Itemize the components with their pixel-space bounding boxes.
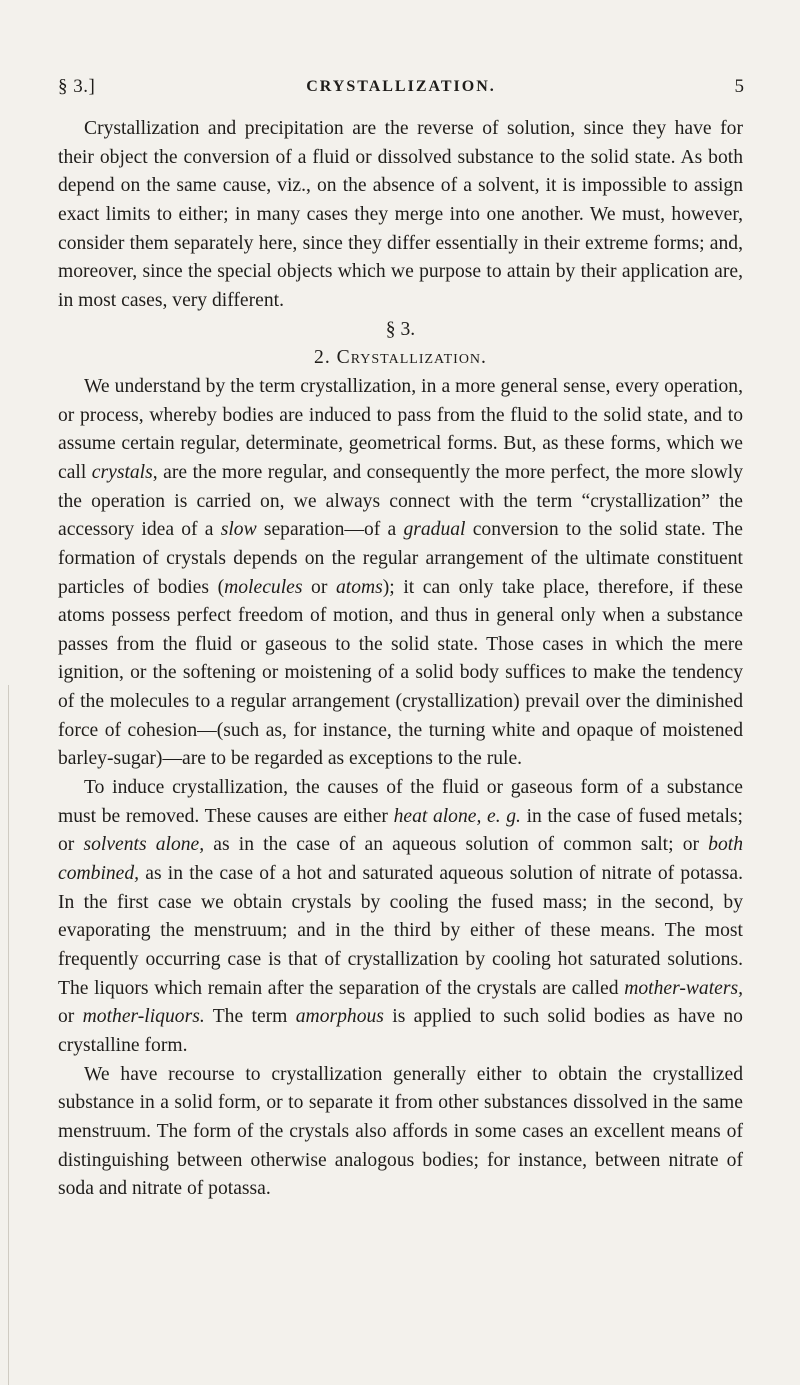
text-run: as in the case of an aqueous solution of common salt; or (204, 834, 709, 856)
italic-run: gradual (403, 519, 466, 541)
section-mark: § 3. (385, 318, 416, 340)
text-run: , are the more regular, and consequently the more perfect, the more slowly the operation is carried on, we always connect with the term “crystallization” the accessory idea of a (58, 461, 743, 541)
italic-run: heat alone, e. g. (393, 805, 521, 827)
section-heading (58, 344, 743, 373)
text-run: or (58, 1006, 83, 1028)
text-run: conversion to the solid state. The formation of crystals depends on the regular arrangement of the ultimate constituent particles of bodies ( (58, 519, 743, 598)
paragraph-intro: Crystallization and precipitation are the reverse of solution, since they have for their object the conversion of a fluid or dissolved substance to the solid state. As both depend on the same cause, viz., on the absence of a solvent, it is impossible to assign exact limits to either; in many cases they merge into one another. We must, however, consider them separately here, since they differ essentially in their extreme forms; and, moreover, since the special objects which we purpose to attain by their application are, in most cases, very different. (58, 118, 743, 311)
text-run: separation—of a (256, 519, 404, 541)
heading-title: Crystallization. (336, 347, 487, 369)
text-run: as in the case of a hot and saturated aqueous solution of nitrate of potassa. In the first case we obtain crystals by cooling the fused mass; in the second, by evaporating the menstruum; and in the third by either of these means. The most frequently occurring case is that of crystallization by cooling hot saturated solutions. The liquors which remain after the separation of the crystals are called (58, 863, 743, 999)
page-edge (0, 685, 9, 1385)
text-run: We understand by the term crystallization, in a more general sense, every operation, or process, whereby bodies are induced to pass from the fluid to the solid state, and to assume certain regular, determinate, geometrical forms. But, as these forms, which we call (58, 375, 743, 483)
running-header (58, 76, 744, 104)
italic-run: crystals (91, 461, 153, 483)
text-run: The term (204, 1006, 296, 1028)
italic-run: mother-liquors. (82, 1006, 205, 1028)
paragraph-inducing (58, 774, 743, 1061)
italic-run: molecules (224, 576, 303, 598)
italic-run: solvents alone, (83, 834, 205, 856)
italic-run: amorphous (295, 1006, 384, 1028)
page-number: 5 (734, 76, 744, 97)
text-run: To induce crystallization, the causes of the fluid or gaseous form of a substance must be removed. These causes are either (58, 777, 743, 827)
italic-run: slow (220, 519, 257, 541)
paragraph-definition (58, 373, 743, 774)
paragraph-recourse: We have recourse to crystallization generally either to obtain the crystallized substance in a solid form, or to separate it from other substances dissolved in the same menstruum. The form of the crystals also affords in some cases an excellent means of distinguishing between otherwise analogous bodies; for instance, between nitrate of soda and nitrate of potassa. (58, 1063, 743, 1200)
header-section-ref: § 3.] (58, 76, 96, 97)
page-body (58, 115, 743, 1204)
text-run: in the case of fused metals; or (58, 805, 743, 856)
italic-run: atoms (335, 576, 383, 598)
text-run: is applied to such solid bodies as have no crystalline form. (58, 1006, 743, 1056)
text-run: or (302, 576, 336, 598)
italic-run: both combined, (58, 834, 744, 885)
italic-run: mother-waters, (624, 977, 743, 999)
text-run: ); it can only take place, therefore, if these atoms possess perfect freedom of motion, and thus in general only when a substance passes from the fluid or gaseous to the solid state. Those cases in which the mere ignition, or the softening or moistening of a solid body suffices to make the tendency of the molecules to a regular arrangement (crystallization) prevail over the diminished force of cohesion—(such as, for instance, the turning white and opaque of moistened barley-sugar)—are to be regarded as exceptions to the rule. (58, 576, 743, 770)
heading-number: 2. (314, 347, 331, 369)
header-title: CRYSTALLIZATION. (306, 78, 496, 95)
